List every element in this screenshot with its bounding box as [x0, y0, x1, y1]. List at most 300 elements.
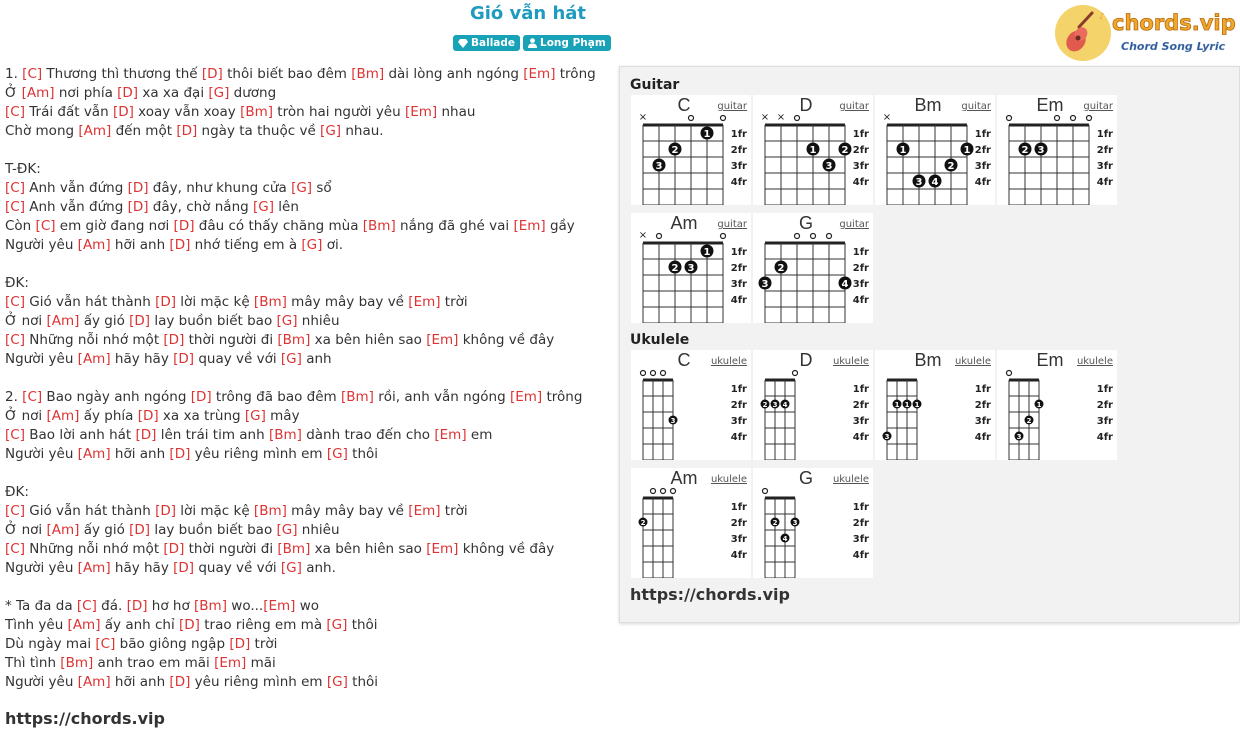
svg-text:♪: ♪: [1099, 12, 1105, 22]
chord-link[interactable]: [Am]: [77, 560, 111, 576]
lyric-line: [5, 293, 615, 312]
lyric-text: ĐK:: [5, 484, 29, 500]
fret-label: 3fr: [852, 279, 869, 290]
lyric-text: Người yêu: [5, 674, 78, 690]
lyric-text: lên: [273, 199, 299, 215]
instrument-link[interactable]: ukulele: [710, 474, 747, 485]
lyric-line: [5, 122, 615, 141]
instrument-link[interactable]: ukulele: [1076, 356, 1113, 367]
lyric-text: gầy: [545, 218, 575, 234]
open-string-marker: [689, 116, 694, 121]
chord-link[interactable]: [G]: [326, 446, 348, 462]
chord-link[interactable]: [Bm]: [240, 104, 274, 120]
chord-card-c[interactable]: [631, 95, 751, 205]
instrument-link[interactable]: guitar: [1083, 101, 1113, 112]
lyric-line: [5, 654, 615, 673]
chord-link[interactable]: [C]: [5, 503, 25, 519]
instrument-link[interactable]: guitar: [839, 219, 869, 230]
fret-label: 1fr: [730, 129, 747, 140]
chord-link[interactable]: [Am]: [46, 522, 80, 538]
lyric-text: không về đây: [458, 541, 555, 557]
chord-link[interactable]: [Am]: [77, 351, 111, 367]
chord-diagram: [875, 350, 995, 460]
lyric-text: hãy hãy: [110, 560, 174, 576]
muted-string-marker: ×: [760, 112, 770, 123]
chord-link[interactable]: [G]: [326, 617, 348, 633]
lyric-line: [5, 597, 615, 616]
chord-name: C: [677, 350, 691, 370]
lyric-text: thôi biết bao đêm: [222, 66, 352, 82]
artist-tag-label: Long Phạm: [540, 37, 606, 49]
open-string-marker: [721, 234, 726, 239]
chord-link[interactable]: [C]: [5, 332, 25, 348]
finger-number: 1: [963, 145, 971, 156]
lyric-text: Ở nơi: [5, 408, 47, 424]
chord-card-c[interactable]: [631, 350, 751, 460]
chord-diagram: [753, 213, 873, 323]
finger-number: 4: [841, 279, 849, 290]
open-string-marker: [641, 371, 646, 376]
lyric-text: thôi: [347, 674, 379, 690]
chord-link[interactable]: [Em]: [404, 104, 438, 120]
fret-label: 3fr: [974, 161, 991, 172]
chord-link[interactable]: [G]: [276, 522, 298, 538]
lyric-text: xa bên hiên sao: [310, 332, 427, 348]
finger-number: 1: [703, 129, 711, 140]
fret-label: 1fr: [852, 502, 869, 513]
fret-label: 4fr: [1096, 432, 1113, 443]
chord-link[interactable]: [D]: [155, 503, 177, 519]
lyric-text: mãi: [246, 655, 276, 671]
lyric-line: [5, 369, 615, 388]
finger-number: 4: [782, 535, 788, 543]
lyric-text: rồi, anh vẫn ngóng: [373, 389, 510, 405]
fret-label: 2fr: [852, 263, 869, 274]
chord-link[interactable]: [Em]: [434, 427, 467, 443]
chord-diagram: [875, 95, 995, 205]
open-string-marker: [1007, 371, 1012, 376]
lyric-text: quay về với: [194, 351, 281, 367]
site-logo[interactable]: [1054, 3, 1236, 63]
lyric-line: [5, 236, 615, 255]
lyric-line: [5, 179, 615, 198]
finger-number: 3: [655, 161, 663, 172]
chord-name: Am: [670, 468, 698, 488]
lyric-text: ấy phía: [79, 408, 138, 424]
open-string-marker: [795, 234, 800, 239]
lyric-text: không về đây: [458, 332, 555, 348]
fret-label: 3fr: [974, 416, 991, 427]
fret-label: 3fr: [730, 161, 747, 172]
lyric-text: đến một: [111, 123, 177, 139]
fret-label: 1fr: [730, 502, 747, 513]
fret-label: 2fr: [852, 518, 869, 529]
lyric-text: ấy anh chỉ: [100, 617, 180, 633]
fret-label: 4fr: [852, 177, 869, 188]
chord-link[interactable]: [Em]: [408, 294, 441, 310]
chord-card-bm[interactable]: [875, 350, 995, 460]
fret-label: 4fr: [852, 432, 869, 443]
chord-link[interactable]: [D]: [127, 180, 149, 196]
chord-link[interactable]: [Bm]: [351, 66, 385, 82]
chord-link[interactable]: [D]: [201, 66, 223, 82]
chord-link[interactable]: [Am]: [77, 237, 111, 253]
chord-link[interactable]: [G]: [301, 237, 323, 253]
chord-link[interactable]: [Am]: [46, 313, 80, 329]
open-string-marker: [811, 234, 816, 239]
lyric-line: [5, 502, 615, 521]
chord-link[interactable]: [D]: [169, 674, 191, 690]
chord-link[interactable]: [Am]: [77, 446, 111, 462]
lyric-text: hỡi anh: [110, 446, 170, 462]
lyric-text: anh.: [301, 560, 336, 576]
chord-link[interactable]: [Bm]: [60, 655, 94, 671]
chord-link[interactable]: [Em]: [523, 66, 556, 82]
chord-link[interactable]: [G]: [208, 85, 230, 101]
panel-url[interactable]: https://chords.vip: [630, 585, 790, 604]
artist-tag[interactable]: [523, 35, 611, 51]
instrument-link[interactable]: ukulele: [832, 356, 869, 367]
lyric-text: ơi.: [322, 237, 343, 253]
instrument-link[interactable]: ukulele: [710, 356, 747, 367]
fret-label: 3fr: [730, 534, 747, 545]
chord-card-d[interactable]: [753, 350, 873, 460]
finger-number: 1: [904, 401, 910, 409]
chord-card-am[interactable]: [631, 468, 751, 578]
chord-link[interactable]: [Em]: [426, 541, 459, 557]
chord-link[interactable]: [D]: [127, 199, 149, 215]
chord-link[interactable]: [D]: [173, 560, 195, 576]
chord-link[interactable]: [C]: [5, 199, 25, 215]
finger-number: 3: [825, 161, 833, 172]
finger-number: 4: [931, 177, 939, 188]
ukulele-section-heading: Ukulele: [630, 332, 690, 348]
chord-link[interactable]: [C]: [76, 598, 97, 614]
finger-number: 3: [915, 177, 923, 188]
lyric-text: xa xa trùng: [158, 408, 245, 424]
lyric-text: tròn hai người yêu: [273, 104, 405, 120]
fret-label: 1fr: [974, 384, 991, 395]
lyric-text: hãy hãy: [110, 351, 174, 367]
lyric-text: thôi: [347, 617, 378, 633]
lyric-text: Còn: [5, 218, 36, 234]
open-string-marker: [651, 371, 656, 376]
fret-label: 2fr: [852, 400, 869, 411]
logo-text: chords.vip: [1112, 11, 1236, 35]
chord-link[interactable]: [G]: [320, 123, 342, 139]
fret-label: 1fr: [852, 247, 869, 258]
finger-number: 3: [670, 417, 676, 425]
chord-link[interactable]: [D]: [173, 351, 195, 367]
fret-label: 2fr: [974, 145, 991, 156]
fret-label: 3fr: [852, 161, 869, 172]
lyric-text: lời mặc kệ: [176, 503, 254, 519]
lyric-text: đâu có thấy chăng mùa: [194, 218, 363, 234]
chord-link[interactable]: [G]: [326, 674, 348, 690]
lyric-text: thời người đi: [184, 541, 278, 557]
instrument-link[interactable]: guitar: [839, 101, 869, 112]
instrument-link[interactable]: guitar: [717, 219, 747, 230]
chord-link[interactable]: [D]: [129, 313, 151, 329]
open-string-marker: [671, 489, 676, 494]
lyric-text: anh trao em mãi: [93, 655, 215, 671]
finger-number: 3: [772, 401, 778, 409]
person-icon: [528, 38, 537, 48]
lyric-text: Những nỗi nhớ một: [24, 541, 164, 557]
lyric-text: sổ: [312, 180, 332, 196]
chord-diagram: [631, 468, 751, 578]
chord-link[interactable]: [C]: [35, 218, 56, 234]
finger-number: 2: [762, 401, 768, 409]
chord-card-d[interactable]: [753, 95, 873, 205]
fret-label: 4fr: [974, 432, 991, 443]
lyric-text: Trái đất vẫn: [24, 104, 113, 120]
finger-number: 2: [1021, 145, 1029, 156]
fret-label: 2fr: [1096, 400, 1113, 411]
chord-link[interactable]: [C]: [5, 427, 25, 443]
chord-link[interactable]: [D]: [135, 427, 157, 443]
lyric-text: trông đã bao đêm: [211, 389, 341, 405]
lyric-text: mây mây bay về: [286, 503, 409, 519]
chord-link[interactable]: [Em]: [263, 598, 296, 614]
chord-link[interactable]: [D]: [112, 104, 134, 120]
open-string-marker: [827, 234, 832, 239]
lyric-text: hơ hơ: [147, 598, 195, 614]
chord-link[interactable]: [C]: [5, 294, 25, 310]
chord-link[interactable]: [Bm]: [253, 294, 287, 310]
chord-link[interactable]: [Am]: [21, 85, 55, 101]
lyric-line: [5, 103, 615, 122]
chord-link[interactable]: [C]: [95, 636, 116, 652]
chord-name: C: [677, 95, 691, 115]
chord-diagram: [997, 95, 1117, 205]
lyric-text: Dù ngày mai: [5, 636, 96, 652]
lyric-text: nắng đã ghé vai: [395, 218, 514, 234]
chord-link[interactable]: [D]: [117, 85, 139, 101]
chord-name: Am: [670, 213, 698, 233]
chord-link[interactable]: [D]: [163, 332, 185, 348]
muted-string-marker: ×: [638, 230, 648, 241]
chord-link[interactable]: [Em]: [513, 218, 546, 234]
lyric-text: wo...: [226, 598, 264, 614]
open-string-marker: [657, 234, 662, 239]
footer-url[interactable]: https://chords.vip: [5, 709, 165, 728]
instrument-link[interactable]: ukulele: [954, 356, 991, 367]
genre-tag[interactable]: [453, 35, 520, 51]
fret-label: 4fr: [730, 295, 747, 306]
chord-link[interactable]: [D]: [129, 522, 151, 538]
chord-link[interactable]: [D]: [163, 541, 185, 557]
fret-label: 2fr: [1096, 145, 1113, 156]
finger-number: 1: [899, 145, 907, 156]
lyric-text: nhiêu: [297, 313, 340, 329]
finger-number: 2: [772, 519, 778, 527]
finger-number: 1: [894, 401, 900, 409]
chord-diagram: [753, 95, 873, 205]
fret-label: 4fr: [730, 177, 747, 188]
chord-diagram: [631, 350, 751, 460]
lyric-text: anh: [301, 351, 332, 367]
lyric-text: mây mây bay về: [286, 294, 409, 310]
lyric-text: lay buồn biết bao: [150, 522, 277, 538]
open-string-marker: [793, 371, 798, 376]
lyric-text: thời người đi: [184, 332, 278, 348]
chord-link[interactable]: [G]: [280, 351, 302, 367]
chord-link[interactable]: [D]: [155, 294, 177, 310]
chord-link[interactable]: [Bm]: [362, 218, 396, 234]
logo-subtitle: Chord Song Lyric: [1121, 40, 1226, 53]
chord-diagram: [753, 468, 873, 578]
lyric-text: Thì tình: [5, 655, 61, 671]
lyrics-body: [5, 65, 615, 692]
fret-label: 1fr: [852, 384, 869, 395]
chord-link[interactable]: [Am]: [78, 123, 112, 139]
chord-link[interactable]: [D]: [169, 446, 191, 462]
lyric-line: [5, 559, 615, 578]
lyric-text: Thương thì thương thế: [42, 66, 202, 82]
chord-card-g[interactable]: [753, 468, 873, 578]
fret-label: 2fr: [852, 145, 869, 156]
muted-string-marker: ×: [638, 112, 648, 123]
instrument-link[interactable]: guitar: [717, 101, 747, 112]
lyric-line: [5, 331, 615, 350]
instrument-link[interactable]: guitar: [961, 101, 991, 112]
chord-link[interactable]: [G]: [276, 313, 298, 329]
finger-number: 2: [1026, 417, 1032, 425]
chord-link[interactable]: [D]: [176, 123, 198, 139]
chord-link[interactable]: [Em]: [509, 389, 543, 405]
lyric-text: 1.: [5, 66, 23, 82]
lyric-text: Người yêu: [5, 560, 78, 576]
lyric-text: trông: [542, 389, 583, 405]
finger-number: 3: [884, 433, 890, 441]
chord-link[interactable]: [D]: [173, 218, 195, 234]
chord-link[interactable]: [D]: [126, 598, 148, 614]
lyric-text: dành trao đến cho: [301, 427, 435, 443]
lyric-text: ấy gió: [79, 522, 130, 538]
chord-panel: [619, 66, 1240, 623]
lyric-line: [5, 464, 615, 483]
chord-link[interactable]: [C]: [5, 104, 25, 120]
muted-string-marker: ×: [882, 112, 892, 123]
chord-link[interactable]: [Bm]: [277, 332, 311, 348]
lyric-text: xa xa đại: [138, 85, 209, 101]
lyric-line: [5, 426, 615, 445]
fret-label: 2fr: [730, 518, 747, 529]
lyric-text: ngày ta thuộc về: [197, 123, 321, 139]
fret-label: 4fr: [852, 295, 869, 306]
lyric-line: [5, 217, 615, 236]
lyric-line: [5, 350, 615, 369]
instrument-link[interactable]: ukulele: [832, 474, 869, 485]
genre-tag-label: Ballade: [471, 37, 516, 49]
chord-link[interactable]: [Bm]: [253, 503, 287, 519]
chord-diagram: [753, 350, 873, 460]
lyric-text: mây: [265, 408, 300, 424]
open-string-marker: [1087, 116, 1092, 121]
lyric-text: Ở: [5, 85, 22, 101]
lyric-text: hỡi anh: [110, 674, 170, 690]
chord-link[interactable]: [D]: [190, 389, 212, 405]
chord-link[interactable]: [Em]: [426, 332, 459, 348]
chord-link[interactable]: [Bm]: [277, 541, 311, 557]
chord-link[interactable]: [Am]: [67, 617, 101, 633]
chord-link[interactable]: [C]: [5, 541, 25, 557]
lyric-line: [5, 84, 615, 103]
chord-link[interactable]: [Em]: [408, 503, 441, 519]
lyric-text: Ở nơi: [5, 313, 47, 329]
lyric-text: đây, như khung cửa: [148, 180, 292, 196]
chord-diagram: [997, 350, 1117, 460]
chord-link[interactable]: [G]: [280, 560, 302, 576]
lyric-text: quay về với: [194, 560, 281, 576]
chord-card-g[interactable]: [753, 213, 873, 323]
lyric-text: lên trái tim anh: [156, 427, 269, 443]
finger-number: 2: [671, 263, 679, 274]
chord-link[interactable]: [G]: [291, 180, 313, 196]
chord-card-am[interactable]: [631, 213, 751, 323]
fret-label: 3fr: [1096, 416, 1113, 427]
chord-name: G: [798, 213, 813, 233]
lyric-line: [5, 312, 615, 331]
chord-link[interactable]: [G]: [252, 199, 274, 215]
lyric-text: Gió vẫn hát thành: [24, 294, 156, 310]
chord-link[interactable]: [Am]: [46, 408, 80, 424]
chord-link[interactable]: [C]: [22, 66, 43, 82]
chord-link[interactable]: [Bm]: [268, 427, 302, 443]
lyric-text: nhớ tiếng em à: [190, 237, 302, 253]
chord-link[interactable]: [Bm]: [340, 389, 374, 405]
lyric-line: [5, 141, 615, 160]
lyric-line: [5, 635, 615, 654]
chord-link[interactable]: [G]: [244, 408, 266, 424]
lyric-line: [5, 483, 615, 502]
lyric-text: Người yêu: [5, 446, 78, 462]
finger-number: 2: [841, 145, 849, 156]
chord-name: D: [799, 95, 813, 115]
chord-card-em[interactable]: [997, 350, 1117, 460]
lyric-text: đá.: [96, 598, 127, 614]
chord-name: G: [798, 468, 813, 488]
fret-label: 2fr: [730, 263, 747, 274]
chord-card-em[interactable]: [997, 95, 1117, 205]
lyric-line: [5, 673, 615, 692]
finger-number: 3: [761, 279, 769, 290]
lyric-text: trời: [250, 636, 278, 652]
chord-link[interactable]: [C]: [22, 389, 43, 405]
chord-link[interactable]: [D]: [169, 237, 191, 253]
chord-link[interactable]: [Em]: [214, 655, 247, 671]
chord-link[interactable]: [D]: [137, 408, 159, 424]
fret-label: 4fr: [974, 177, 991, 188]
lyric-line: [5, 521, 615, 540]
chord-card-bm[interactable]: [875, 95, 995, 205]
finger-number: 1: [703, 247, 711, 258]
lyric-text: em: [466, 427, 493, 443]
chord-link[interactable]: [Bm]: [194, 598, 227, 614]
chord-link[interactable]: [D]: [179, 617, 200, 633]
chord-link[interactable]: [D]: [229, 636, 251, 652]
lyric-text: Người yêu: [5, 237, 78, 253]
lyric-line: [5, 616, 615, 635]
fret-label: 4fr: [730, 550, 747, 561]
open-string-marker: [1071, 116, 1076, 121]
fret-label: 4fr: [852, 550, 869, 561]
open-string-marker: [651, 489, 656, 494]
open-string-marker: [763, 489, 768, 494]
chord-link[interactable]: [Am]: [77, 674, 111, 690]
chord-link[interactable]: [C]: [5, 180, 25, 196]
